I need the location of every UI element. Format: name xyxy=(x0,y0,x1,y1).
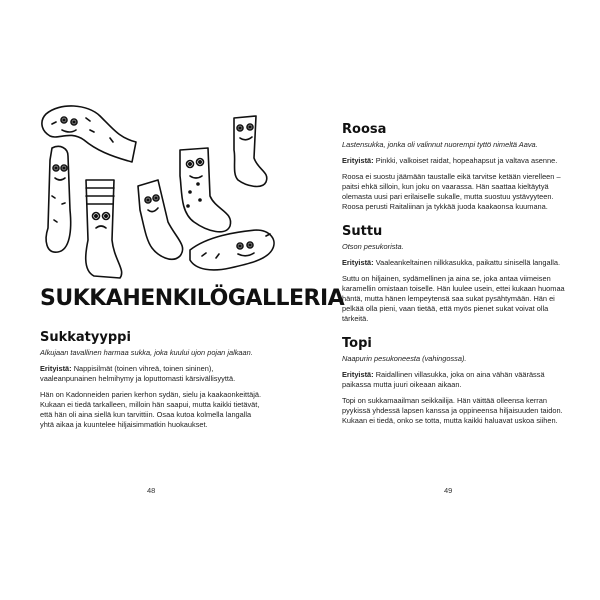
right-column xyxy=(342,122,568,432)
section-title: Suttu xyxy=(342,224,383,239)
right-page xyxy=(300,0,600,600)
section-subtitle: Alkujaan tavallinen harmaa sukka, joka kuului ujon pojan jalkaan. xyxy=(40,348,253,357)
special-text: Raidallinen villasukka, joka on aina vähän väärässä paikassa mutta juuri oikeaan aikaan. xyxy=(342,370,545,389)
character-suttu xyxy=(342,224,568,324)
special-text: Nappisilmät (toinen vihreä, toinen sininen), vaaleanpunainen helmihymy ja loputtomasti kärsivällisyyttä. xyxy=(40,364,236,383)
cartoon-socks-icon xyxy=(40,100,280,280)
character-topi xyxy=(342,336,568,426)
character-roosa xyxy=(342,122,568,212)
section-subtitle: Naapurin pesukoneesta (vahingossa). xyxy=(342,354,467,363)
section-special xyxy=(342,156,568,166)
special-label: Erityistä: xyxy=(342,370,374,379)
special-text: Pinkki, valkoiset raidat, hopeahapsut ja valtava asenne. xyxy=(375,156,558,165)
section-body: Suttu on hiljainen, sydämellinen ja aina se, joka antaa viimeisen karamellin omistaan toiselle. Hän luulee usein, ettei kukaan huomaa häntä, mutta hänen lempeytensä saa sukat pysähtymään. Hän ei pelkää olla pieni, vaan tietää, että myös pienet sukat voivat olla tärkeitä. xyxy=(342,274,565,323)
section-title: Topi xyxy=(342,336,372,351)
section-special xyxy=(342,370,568,390)
section-title: Roosa xyxy=(342,122,387,137)
section-body: Roosa ei suostu jäämään taustalle eikä tarvitse ketään vierelleen – paitsi ehkä silloin, kun joku on vaarassa. Hän saattaa kieltäytyä olemasta uusi pari erilaiselle sukalle, mutta suostuu ystävyyteen. Roosa perusti Raitaliinan ja tykkää juoda kaakaonsa kuumana. xyxy=(342,172,561,211)
section-special xyxy=(40,364,262,384)
section-title: Sukkatyyppi xyxy=(40,330,131,345)
special-label: Erityistä: xyxy=(40,364,72,373)
section-subtitle: Otson pesukorista. xyxy=(342,242,404,251)
special-text: Vaaleankeltainen nilkkasukka, paikattu sinisellä langalla. xyxy=(375,258,561,267)
special-label: Erityistä: xyxy=(342,156,374,165)
section-special xyxy=(342,258,568,268)
section-body: Topi on sukkamaailman seikkailija. Hän väittää olleensa kerran pyykissä yhdessä lapsen kanssa ja oppineensa hiljaisuuden taidon. Kukaan ei tiedä, onko se totta, mutta kaikki haluavat uskoa siihen. xyxy=(342,396,563,425)
gallery-title: SUKKAHENKILÖGALLERIA xyxy=(40,286,345,311)
special-label: Erityistä: xyxy=(342,258,374,267)
section-subtitle: Lastensukka, jonka oli valinnut nuorempi tyttö nimeltä Aava. xyxy=(342,140,538,149)
left-column xyxy=(40,330,262,436)
page-number-right: 49 xyxy=(444,486,453,495)
page-number-left: 48 xyxy=(147,486,156,495)
section-body: Hän on Kadonneiden parien kerhon sydän, sielu ja kaakaonkeittäjä. Kukaan ei tiedä tarkalleen, milloin hän saapui, mutta kaikki tietävät, että hän oli aina siellä kun tarvittiin. Osaa kutoa kolmella langalla yhtä aikaa ja kuuntelee hiljaisimmatkin huokaukset. xyxy=(40,390,262,429)
